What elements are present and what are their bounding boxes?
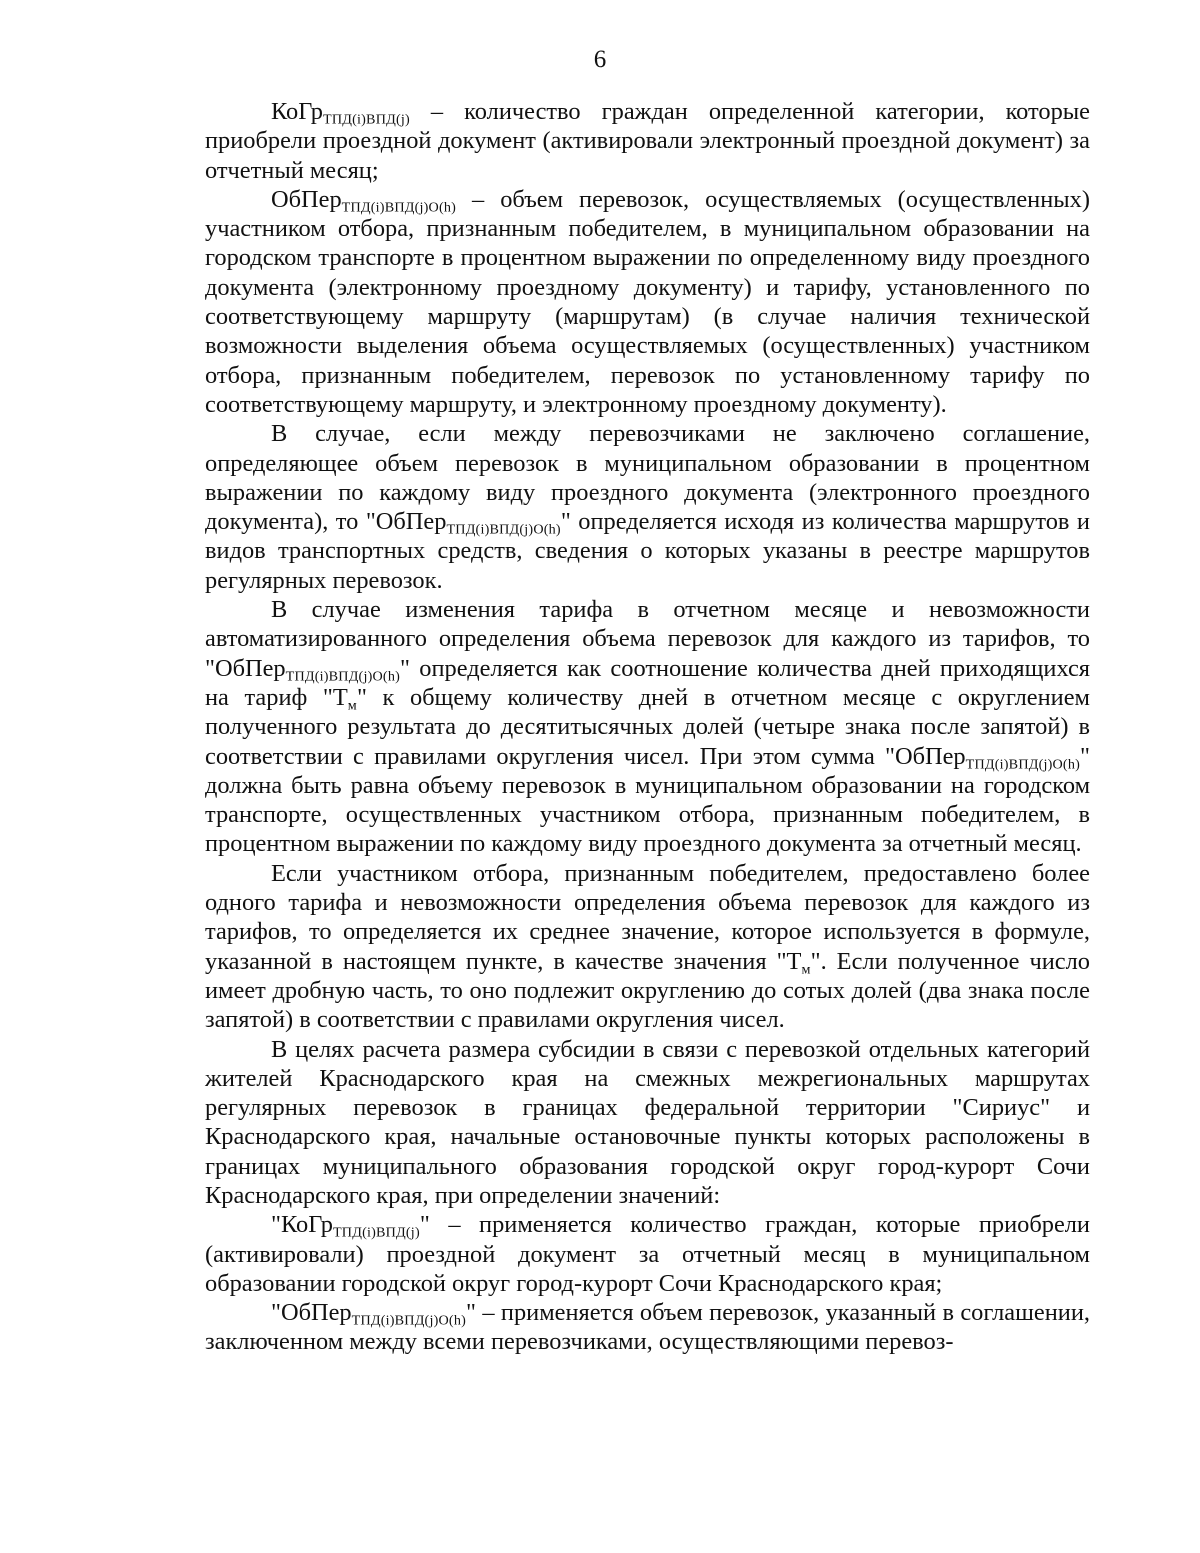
- text-run: "ОбПер: [271, 1299, 352, 1327]
- text-run: " должна быть равна объему перевозок в муниципальном образовании на городском транспорте, осуществленных участником отбора, признанным победителем, в процентном выражении по каждому виду проездного документа за отчетный месяц.: [205, 742, 1090, 858]
- text-run: КоГр: [271, 98, 324, 125]
- subscript-index: м: [347, 697, 357, 714]
- subscript-index: ТПД(i)ВПД(j): [332, 1224, 420, 1241]
- subscript-index: ТПД(i)ВПД(j): [323, 111, 410, 128]
- text-run: " – применяется объем перевозок, указанный в соглашении, заключенном между всеми перевозчиками, осуществляющими перевоз-: [205, 1299, 1090, 1356]
- paragraph: [205, 419, 1090, 595]
- paragraph: [205, 1035, 1090, 1211]
- text-run: " определяется как соотношение количества дней приходящихся на тариф "Т: [205, 654, 1090, 711]
- text-run: Если участником отбора, признанным победителем, предоставлено более одного тарифа и невозможности определения объема перевозок для каждого из тарифов, то определяется их среднее значение, которое используется в формуле, указанной в настоящем пункте, в качестве значения "Т: [205, 859, 1090, 975]
- paragraph: [205, 185, 1090, 419]
- text-run: – количество граждан определенной категории, которые приобрели проездной документ (активировали электронный проездной документ) за отчетный месяц;: [205, 98, 1090, 184]
- paragraph: [205, 1210, 1090, 1298]
- paragraph: [205, 859, 1090, 1035]
- text-run: ". Если полученное число имеет дробную часть, то оно подлежит округлению до сотых долей (два знака после запятой) в соответствии с правилами округления чисел.: [205, 947, 1090, 1034]
- subscript-index: м: [801, 961, 811, 978]
- subscript-index: ТПД(i)ВПД(j)О(h): [351, 1312, 467, 1329]
- text-run: ОбПер: [271, 185, 342, 213]
- text-run: " определяется исходя из количества маршрутов и видов транспортных средств, сведения о которых указаны в реестре маршрутов регулярных перевозок.: [205, 508, 1090, 594]
- text-run: В целях расчета размера субсидии в связи с перевозкой отдельных категорий жителей Краснодарского края на смежных межрегиональных маршрутах регулярных перевозок в границах федеральной территории "Сириус" и Краснодарского края, начальные остановочные пункты которых расположены в границах муниципального образования городской округ город-курорт Сочи Краснодарского края, при определении значений:: [205, 1035, 1090, 1209]
- text-run: " – применяется количество граждан, которые приобрели (активировали) проездной документ за отчетный месяц в муниципальном образовании городской округ город-курорт Сочи Краснодарского края;: [205, 1211, 1090, 1297]
- page-number: 6: [593, 46, 607, 73]
- text-run: "КоГр: [271, 1211, 333, 1239]
- text-run: В случае изменения тарифа в отчетном месяце и невозможности автоматизированного определения объема перевозок для каждого из тарифов, то "ОбПер: [205, 596, 1090, 682]
- subscript-index: ТПД(i)ВПД(j)О(h): [341, 199, 457, 216]
- text-run: " к общему количеству дней в отчетном месяце с округлением полученного результата до десятитысячных долей (четыре знака после запятой) в соответствии с правилами округления чисел. При этом сумма "ОбПер: [205, 683, 1090, 770]
- paragraph: [205, 97, 1090, 185]
- paragraph: [205, 1298, 1090, 1357]
- subscript-index: ТПД(i)ВПД(j)О(h): [446, 521, 561, 538]
- paragraph: [205, 595, 1090, 859]
- subscript-index: ТПД(i)ВПД(j)О(h): [285, 668, 401, 685]
- subscript-index: ТПД(i)ВПД(j)О(h): [965, 756, 1081, 773]
- document-body: [205, 97, 1090, 1357]
- text-run: – объем перевозок, осуществляемых (осуществленных) участником отбора, признанным победителем, в муниципальном образовании на городском транспорте в процентном выражении по определенному виду проездного документа (электронному проездному документу) и тарифу, установленного по соответствующему маршруту (маршрутам) (в случае наличия технической возможности выделения объема осуществляемых (осуществленных) участником отбора, признанным победителем, перевозок по установленному тарифу по соответствующему маршруту, и электронному проездному документу).: [205, 185, 1090, 418]
- text-run: В случае, если между перевозчиками не заключено соглашение, определяющее объем перевозок в муниципальном образовании в процентном выражении по каждому виду проездного документа (электронного проездного документа), то "ОбПер: [205, 420, 1090, 536]
